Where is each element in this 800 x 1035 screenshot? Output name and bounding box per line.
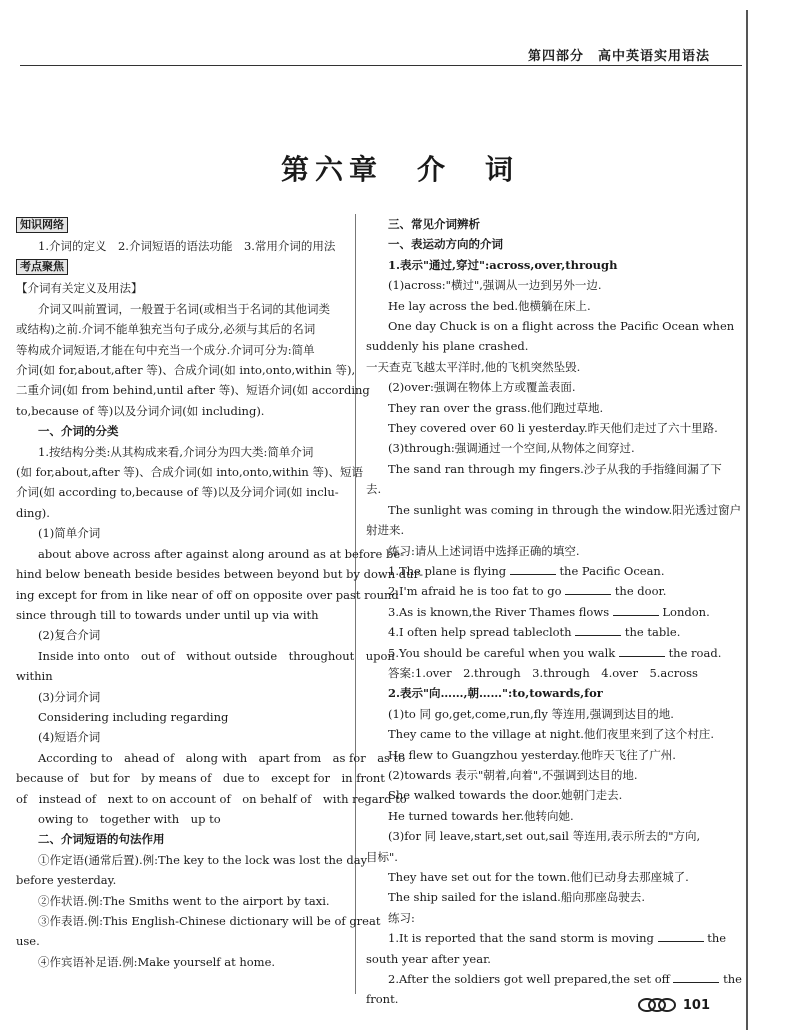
- heading-direction: 一、表运动方向的介词: [388, 237, 503, 252]
- page-header: [0, 0, 800, 66]
- text-line: They covered over 60 li yesterday.昨天他们走过了六十里路.: [388, 421, 718, 436]
- usage-line: use.: [16, 934, 40, 949]
- word-list-line: owing to together with up to: [38, 811, 221, 826]
- text-line: 去.: [366, 482, 382, 497]
- answer-blank: [613, 603, 659, 616]
- text-line: (3)for 同 leave,start,set out,sail 等连用,表示所去的"方向,: [388, 829, 701, 844]
- exercise-heading: 练习:: [388, 910, 415, 925]
- exercise-item: 1.It is reported that the sand storm is moving the: [388, 931, 727, 946]
- answer-key: 答案:1.over 2.through 3.through 4.over 5.across: [388, 665, 698, 680]
- paragraph-line: 介词(如 for,about,after 等)、合成介词(如 into,onto,within 等),: [16, 363, 356, 378]
- heading-discrimination: 三、常见介词辨析: [388, 217, 480, 231]
- exercise-item: 1.The plane is flying the Pacific Ocean.: [388, 563, 665, 578]
- heading-syntax: 二、介词短语的句法作用: [38, 832, 165, 847]
- usage-line: ③作表语.例:This English-Chinese dictionary will be of great: [38, 914, 381, 928]
- usage-line: ①作定语(通常后置).例:The key to the lock was lost the day: [38, 852, 368, 867]
- answer-blank: [619, 644, 665, 657]
- section-heading: 【介词有关定义及用法】: [16, 281, 143, 296]
- exercise-item: 2.After the soldiers got well prepared,the set off the: [388, 972, 742, 987]
- exercise-item: 3.As is known,the River Thames flows London.: [388, 604, 710, 619]
- word-list-line: ing except for from in like near of off on opposite over past round: [16, 587, 399, 602]
- text-line: They ran over the grass.他们跑过草地.: [388, 400, 604, 415]
- text-line: The ship sailed for the island.船向那座岛驶去.: [388, 890, 645, 905]
- paragraph-line: 或结构)之前.介词不能单独充当句子成分,必须与其后的名词: [16, 322, 316, 337]
- exercise-item: 4.I often help spread tablecloth the table.: [388, 625, 681, 640]
- subheading: (4)短语介词: [38, 730, 101, 745]
- word-list-line: within: [16, 669, 53, 684]
- answer-blank: [510, 562, 556, 575]
- word-list-line: since through till to towards under until up via with: [16, 607, 319, 622]
- exercise-item: 2.I'm afraid he is too fat to go the door.: [388, 584, 667, 599]
- heading-classification: 一、介词的分类: [38, 424, 119, 439]
- text-line: She walked towards the door.她朝门走去.: [388, 788, 623, 803]
- subheading: 2.表示"向……,朝……":to,towards,for: [388, 686, 603, 701]
- usage-line: ④作宾语补足语.例:Make yourself at home.: [38, 954, 276, 969]
- column-divider: [355, 214, 356, 994]
- paragraph-line: (如 for,about,after 等)、合成介词(如 into,onto,within 等)、短语: [16, 465, 363, 480]
- word-list-line: because of but for by means of due to except for in front: [16, 771, 385, 786]
- chapter-title: 第六章 介 词: [280, 153, 519, 186]
- exercise-item: 5.You should be careful when you walk the road.: [388, 645, 722, 660]
- word-list-line: of instead of next to on account of on behalf of with regard to: [16, 791, 407, 806]
- paragraph-line: 二重介词(如 from behind,until after 等)、短语介词(如 according: [16, 383, 370, 398]
- header-rule: [20, 65, 742, 66]
- usage-line: before yesterday.: [16, 873, 117, 888]
- text-line: (2)towards 表示"朝着,向着",不强调到达目的地.: [388, 767, 638, 782]
- paragraph-line: 等构成介词短语,才能在句中充当一个成分.介词可分为:简单: [16, 342, 315, 357]
- text-line: The sand ran through my fingers.沙子从我的手指缝间漏了下: [388, 461, 722, 476]
- usage-line: ②作状语.例:The Smiths went to the airport by taxi.: [38, 893, 330, 908]
- paragraph-line: 介词又叫前置词，一般置于名词(或相当于名词的其他词类: [38, 301, 330, 316]
- answer-blank: [673, 970, 719, 983]
- subheading: (3)分词介词: [38, 689, 101, 704]
- page-footer: [637, 996, 710, 1014]
- subheading: (2)复合介词: [38, 628, 101, 643]
- exercise-heading: 练习:请从上述词语中选择正确的填空.: [388, 543, 580, 558]
- paragraph-line: 介词(如 according to,because of 等)以及分词介词(如 inclu-: [16, 485, 339, 500]
- word-list-line: hind below beneath beside besides between beyond but by down dur-: [16, 567, 423, 582]
- text-line: One day Chuck is on a flight across the Pacific Ocean when: [388, 319, 735, 334]
- text-line: 射进来.: [366, 523, 405, 538]
- subheading: (1)简单介词: [38, 526, 101, 541]
- text-line: He flew to Guangzhou yesterday.他昨天飞往了广州.: [388, 747, 676, 762]
- exercise-item-continued: south year after year.: [366, 951, 491, 966]
- answer-blank: [565, 582, 611, 595]
- text-line: He lay across the bed.他横躺在床上.: [388, 298, 591, 313]
- page-number: 101: [682, 997, 710, 1013]
- text-line: (3)through:强调通过一个空间,从物体之间穿过.: [388, 441, 635, 456]
- text-line: The sunlight was coming in through the window.阳光透过窗户: [388, 502, 742, 517]
- section-tag-focus: 考点聚焦: [16, 259, 68, 275]
- word-list-line: about above across after against along around as at before be-: [38, 546, 405, 561]
- text-line: (1)to 同 go,get,come,run,fly 等连用,强调到达目的地.: [388, 706, 674, 721]
- text-line: (2)over:强调在物体上方或覆盖表面.: [388, 380, 576, 395]
- text-line: He turned towards her.他转向她.: [388, 808, 574, 823]
- exercise-item-continued: front.: [366, 992, 399, 1007]
- word-list-line: Inside into onto out of without outside throughout upon: [38, 648, 395, 663]
- text-line: 一天查克飞越太平洋时,他的飞机突然坠毁.: [366, 359, 581, 374]
- running-header: 第四部分 高中英语实用语法: [527, 49, 710, 64]
- answer-blank: [658, 929, 704, 942]
- text-line: (1)across:"横过",强调从一边到另外一边.: [388, 278, 602, 293]
- paragraph-line: to,because of 等)以及分词介词(如 including).: [16, 403, 265, 418]
- subheading: 1.表示"通过,穿过":across,over,through: [388, 257, 618, 272]
- text-line: suddenly his plane crashed.: [366, 339, 529, 354]
- text-line: 目标".: [366, 849, 398, 864]
- chain-link-icon: [637, 996, 677, 1014]
- text-line: They have set out for the town.他们已动身去那座城了.: [388, 870, 689, 884]
- answer-blank: [575, 623, 621, 636]
- paragraph-line: ding).: [16, 505, 50, 520]
- paragraph-line: 1.按结构分类:从其构成来看,介词分为四大类:简单介词: [38, 444, 314, 459]
- network-items: 1.介词的定义 2.介词短语的语法功能 3.常用介词的用法: [38, 239, 336, 253]
- section-tag-network: 知识网络: [16, 217, 68, 233]
- word-list-line: According to ahead of along with apart from as for as to: [38, 750, 406, 765]
- word-list-line: Considering including regarding: [38, 709, 229, 724]
- text-line: They came to the village at night.他们夜里来到了这个村庄.: [388, 727, 715, 742]
